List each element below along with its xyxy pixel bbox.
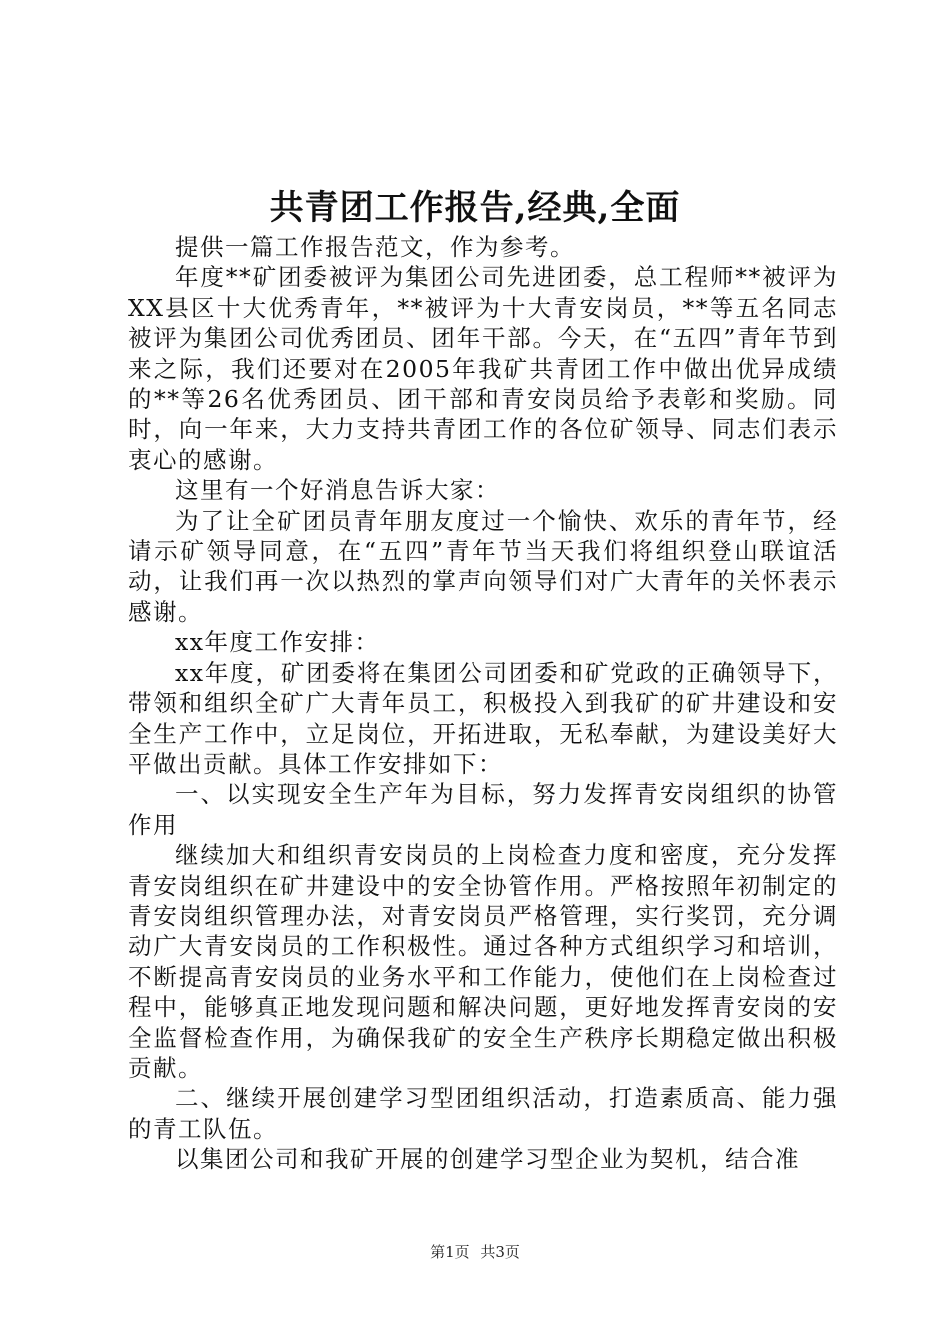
paragraph-plan-heading: xx年度工作安排： [175,628,380,657]
section-heading-1: 一、以实现安全生产年为目标，努力发挥青安岗组织的协管作用 [128,780,838,839]
paragraph-plan-intro: xx年度，矿团委将在集团公司团委和矿党政的正确领导下，带领和组织全矿广大青年员工，积极投入到我矿的矿井建设和安全生产工作中，立足岗位，开拓进取，无私奉献，为建设美好大平做出贡献。具体工作安排如下： [128,658,838,778]
page-footer [0,1240,950,1264]
paragraph-awards: 年度**矿团委被评为集团公司先进团委，总工程师**被评为XX县区十大优秀青年，**被评为十大青安岗员，**等五名同志被评为集团公司优秀团员、团年干部。今天，在“五四”青年节到来之际，我们还要对在2005年我矿共青团工作中做出优异成绩的**等26名优秀团员、团干部和青安岗员给予表彰和奖励。同时，向一年来，大力支持共青团工作的各位矿领导、同志们表示衷心的感谢。 [128,263,838,474]
paragraph-intro: 提供一篇工作报告范文，作为参考。 [175,233,575,261]
page-total: 共3页 [480,1243,520,1261]
document-title: 共青团工作报告,经典,全面 [269,188,681,228]
paragraph-activity: 为了让全矿团员青年朋友度过一个愉快、欢乐的青年节，经请示矿领导同意，在“五四”青年节当天我们将组织登山联谊活动，让我们再一次以热烈的掌声向领导们对广大青年的关怀表示感谢。 [128,506,838,626]
page-number: 第1页 [430,1243,470,1261]
paragraph-section-2: 以集团公司和我矿开展的创建学习型企业为契机，结合准 [175,1145,800,1174]
paragraph-section-1: 继续加大和组织青安岗员的上岗检查力度和密度，充分发挥青安岗组织在矿井建设中的安全协管作用。严格按照年初制定的青安岗组织管理办法，对青安岗员严格管理，实行奖罚，充分调动广大青安岗员的工作积极性。通过各种方式组织学习和培训，不断提高青安岗员的业务水平和工作能力，使他们在上岗检查过程中，能够真正地发现问题和解决问题，更好地发挥青安岗的安全监督检查作用，为确保我矿的安全生产秩序长期稳定做出积极贡献。 [128,841,838,1082]
document-body [128,232,838,1175]
paragraph-good-news: 这里有一个好消息告诉大家： [175,476,500,505]
section-heading-2: 二、继续开展创建学习型团组织活动，打造素质高、能力强的青工队伍。 [128,1084,838,1143]
